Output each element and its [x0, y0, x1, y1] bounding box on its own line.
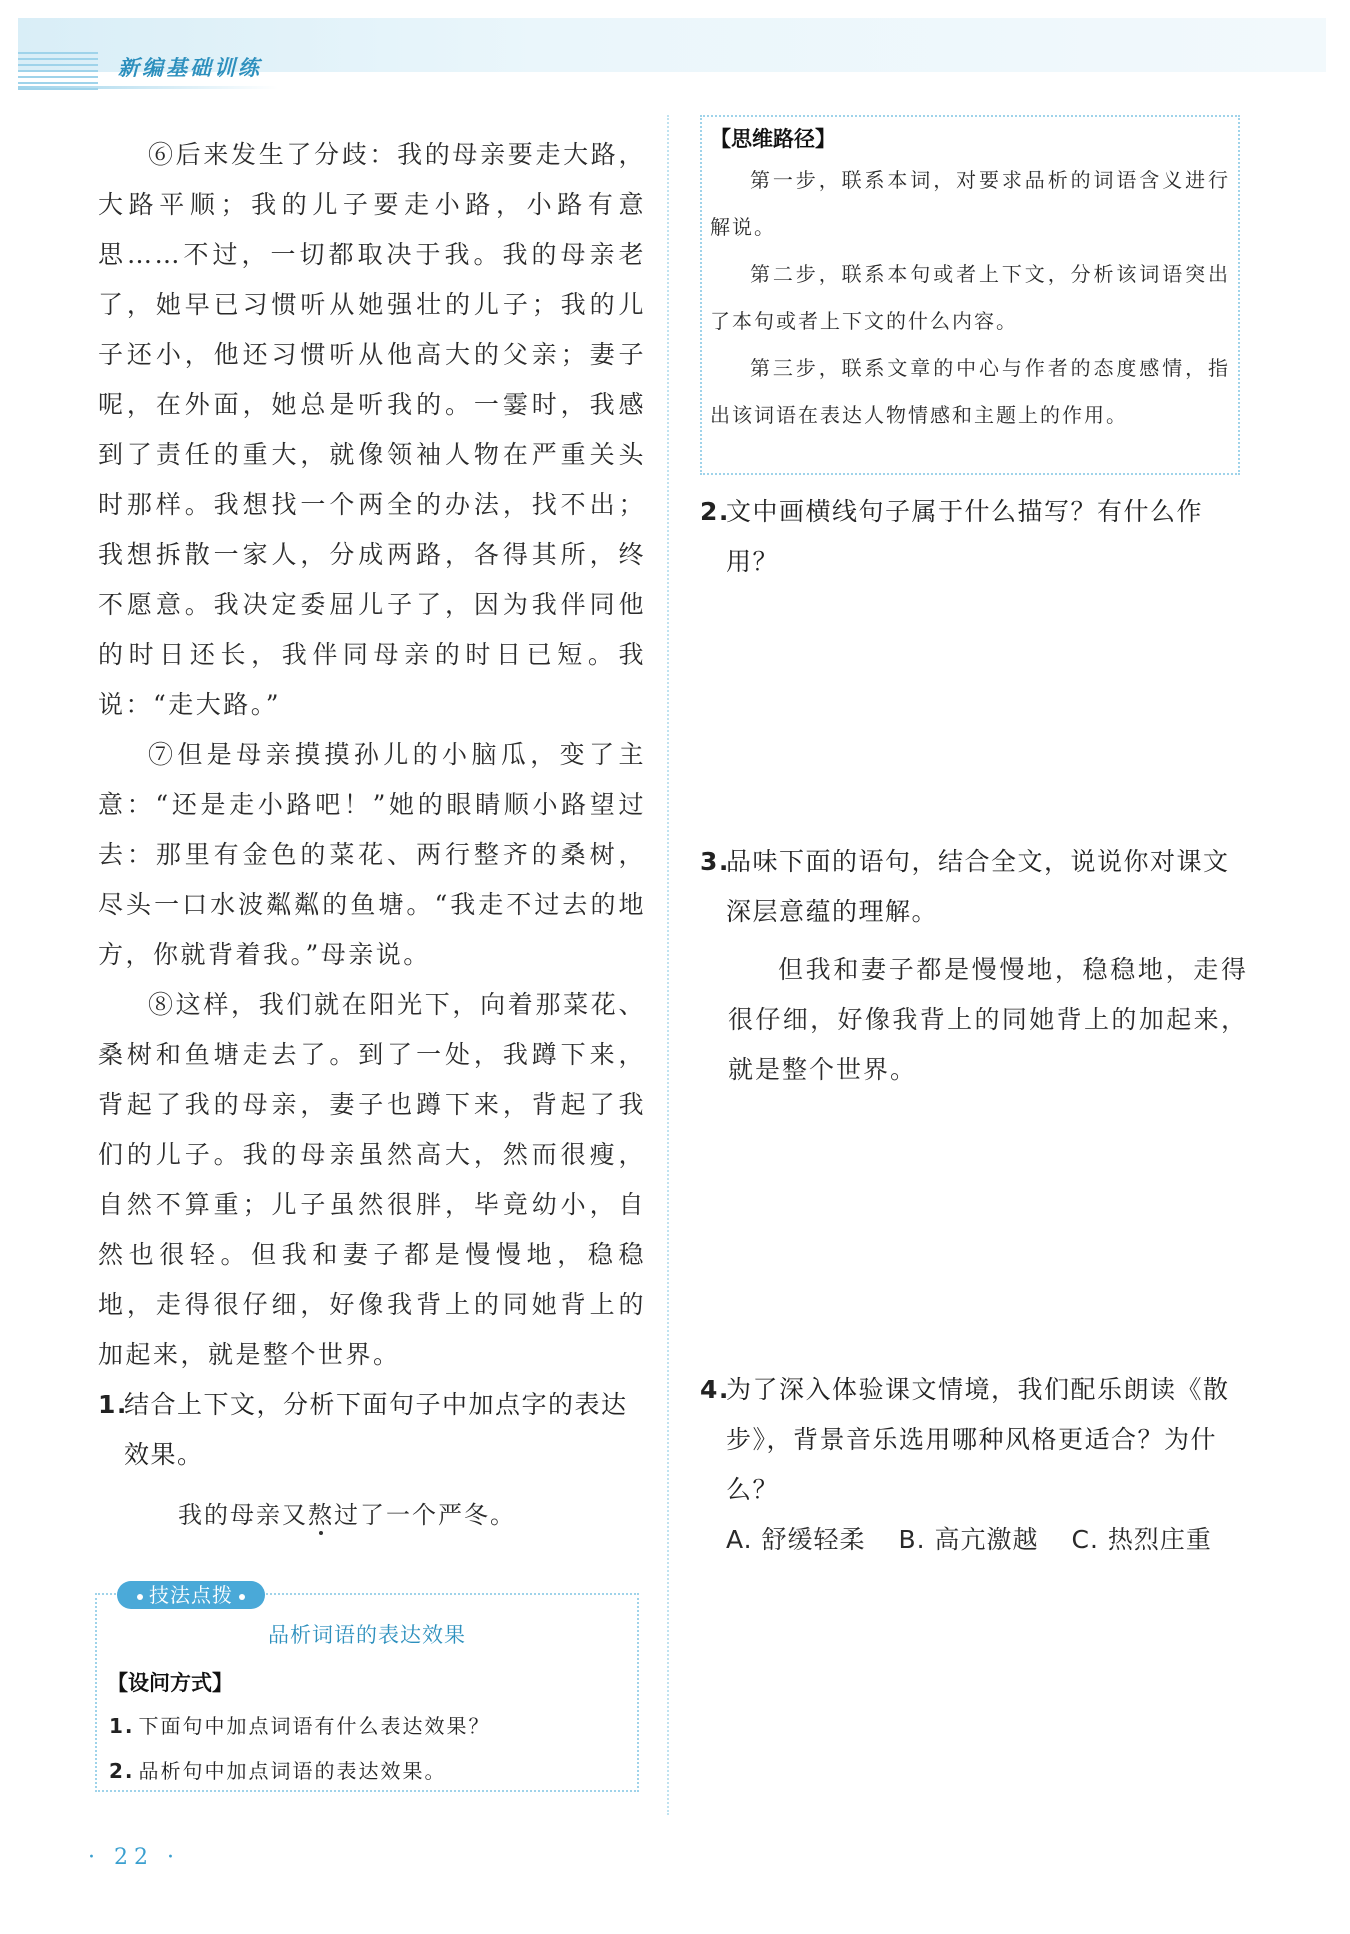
question-3-text: 品味下面的语句，结合全文，说说你对课文深层意蕴的理解。 [726, 847, 1230, 926]
column-divider [667, 115, 669, 1815]
question-1-number: 1. [98, 1390, 128, 1419]
page-number: · 22 · [88, 1845, 180, 1870]
thinking-step-2: 第二步，联系本句或者上下文，分析该词语突出了本句或者上下文的什么内容。 [710, 262, 1230, 333]
option-a: A. 舒缓轻柔 [726, 1525, 866, 1554]
question-4-options [700, 1515, 1248, 1565]
sentence-part-after: 过了一个严冬。 [334, 1501, 516, 1529]
question-3 [700, 837, 1248, 937]
tip-item-text: 品析句中加点词语的表达效果。 [138, 1759, 447, 1783]
sentence-part-before: 我的母亲又 [178, 1501, 308, 1529]
question-1-sentence [98, 1490, 646, 1540]
header-underline [18, 86, 278, 89]
question-4 [700, 1365, 1248, 1515]
question-3-quote: 但我和妻子都是慢慢地，稳稳地，走得很仔细，好像我背上的同她背上的加起来，就是整个世界。 [728, 955, 1248, 1084]
passage-paragraph-6: ⑥后来发生了分歧：我的母亲要走大路，大路平顺；我的儿子要走小路，小路有意思……不过，一切都取决于我。我的母亲老了，她早已习惯听从她强壮的儿子；我的儿子还小，他还习惯听从他高大的父亲；妻子呢，在外面，她总是听我的。一霎时，我感到了责任的重大，就像领袖人物在严重关头时那样。我想找一个两全的办法，找不出；我想拆散一家人，分成两路，各得其所，终不愿意。我决定委屈儿子了，因为我伴同他的时日还长，我伴同母亲的时日已短。我说：“走大路。” [98, 140, 646, 719]
tip-title: 品析词语的表达效果 [268, 1623, 466, 1647]
header-title: 新编基础训练 [118, 56, 262, 80]
tip-item [109, 1710, 491, 1739]
passage-paragraph-8: ⑧这样，我们就在阳光下，向着那菜花、桑树和鱼塘走去了。到了一处，我蹲下来，背起了我的母亲，妻子也蹲下来，背起了我们的儿子。我的母亲虽然高大，然而很瘦，自然不算重；儿子虽然很胖，毕竟幼小，自然也很轻。但我和妻子都是慢慢地，稳稳地，走得很仔细，好像我背上的同她背上的加起来，就是整个世界。 [98, 990, 646, 1369]
question-2-number: 2. [700, 497, 730, 526]
question-4-number: 4. [700, 1375, 730, 1404]
option-b: B. 高亢激越 [898, 1525, 1039, 1554]
tip-badge [117, 1581, 265, 1609]
tip-item [109, 1755, 447, 1784]
tip-item-number: 1. [109, 1714, 135, 1738]
question-4-text: 为了深入体验课文情境，我们配乐朗读《散步》，背景音乐选用哪种风格更适合？为什么？ [726, 1375, 1230, 1504]
option-c: C. 热烈庄重 [1071, 1525, 1212, 1554]
question-3-number: 3. [700, 847, 730, 876]
question-1 [98, 1380, 646, 1480]
tip-question-format-label: 【设问方式】 [107, 1671, 233, 1695]
right-column [700, 115, 1248, 1565]
tip-badge-label: 技法点拨 [149, 1583, 233, 1607]
thinking-path-box [700, 115, 1240, 475]
technique-tip-box [95, 1583, 639, 1792]
question-2 [700, 487, 1248, 587]
tip-item-number: 2. [109, 1759, 135, 1783]
badge-dot-icon [239, 1594, 245, 1600]
question-2-text: 文中画横线句子属于什么描写？有什么作用？ [726, 497, 1204, 576]
tip-item-text: 下面句中加点词语有什么表达效果？ [138, 1714, 491, 1738]
question-1-text: 结合上下文，分析下面句子中加点字的表达效果。 [124, 1390, 628, 1469]
badge-dot-icon [137, 1594, 143, 1600]
thinking-step-3: 第三步，联系文章的中心与作者的态度感情，指出该词语在表达人物情感和主题上的作用。 [710, 356, 1230, 427]
passage-paragraph-7: ⑦但是母亲摸摸孙儿的小脑瓜，变了主意：“还是走小路吧！”她的眼睛顺小路望过去：那里有金色的菜花、两行整齐的桑树，尽头一口水波粼粼的鱼塘。“我走不过去的地方，你就背着我。”母亲说。 [98, 740, 646, 969]
dotted-character: 熬 [308, 1501, 334, 1529]
left-column [98, 130, 646, 1540]
thinking-step-1: 第一步，联系本词，对要求品析的词语含义进行解说。 [710, 168, 1230, 239]
thinking-path-label: 【思维路径】 [710, 127, 836, 151]
